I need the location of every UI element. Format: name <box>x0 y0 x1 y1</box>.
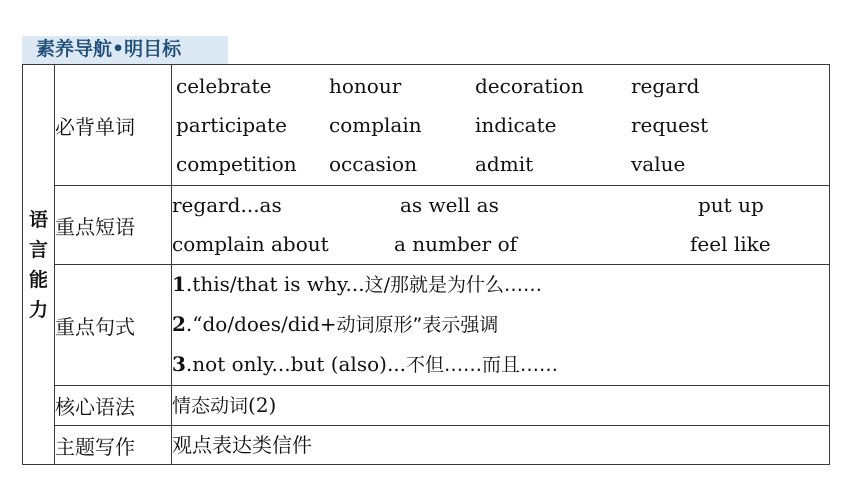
sentence-number: 1 <box>172 272 186 296</box>
category-label: 主题写作 <box>55 426 172 465</box>
grammar-en: (2) <box>248 393 277 417</box>
sentences-cell <box>172 265 830 386</box>
phrases-cell <box>172 186 830 265</box>
grammar-zh: 情态动词 <box>172 395 249 417</box>
side-char: 能 <box>28 268 48 291</box>
row-core-grammar <box>23 386 830 426</box>
category-label: 必背单词 <box>55 65 172 186</box>
sentence-en: .“do/does/did+ <box>185 312 337 336</box>
words-cell <box>172 65 830 186</box>
word: competition <box>176 151 297 176</box>
sentence-number: 3 <box>172 352 186 376</box>
side-label <box>23 65 55 465</box>
sentence-item <box>172 305 829 345</box>
phrase: put up <box>698 193 764 217</box>
sentence-number: 2 <box>172 312 186 336</box>
word: value <box>631 151 686 176</box>
phrase: a number of <box>394 232 518 256</box>
side-char: 语 <box>28 208 48 231</box>
sentence-en: .this/that is why... <box>185 272 365 296</box>
phrase: regard...as <box>172 193 282 217</box>
phrase: complain about <box>172 232 329 256</box>
word: complain <box>329 112 422 137</box>
row-key-sentences <box>23 265 830 386</box>
sentence-en: .not only...but (also)... <box>185 352 407 376</box>
objectives-table <box>22 64 830 465</box>
word: occasion <box>329 151 417 176</box>
word: participate <box>176 112 287 137</box>
row-theme-writing <box>23 426 830 465</box>
side-char: 力 <box>28 298 48 321</box>
section-title: 素养导航•明目标 <box>36 38 182 60</box>
word: admit <box>475 151 534 176</box>
sentence-zh: 这/那就是为什么…… <box>364 274 542 296</box>
row-key-phrases <box>23 186 830 265</box>
sentence-item <box>172 345 829 385</box>
side-char: 言 <box>28 238 48 261</box>
grammar-cell <box>172 386 830 426</box>
word: request <box>631 112 709 137</box>
sentence-item <box>172 265 829 305</box>
category-label: 重点句式 <box>55 265 172 386</box>
word: indicate <box>475 112 557 137</box>
writing-cell: 观点表达类信件 <box>172 426 830 465</box>
word: regard <box>631 73 700 98</box>
word: honour <box>329 73 402 98</box>
phrase: feel like <box>690 232 771 256</box>
word: celebrate <box>176 73 272 98</box>
sentence-zh: 不但……而且…… <box>406 354 559 376</box>
row-key-words <box>23 65 830 186</box>
sentence-zh: 动词原形”表示强调 <box>336 314 499 336</box>
word: decoration <box>475 73 584 98</box>
phrase: as well as <box>400 193 499 217</box>
category-label: 核心语法 <box>55 386 172 426</box>
category-label: 重点短语 <box>55 186 172 265</box>
